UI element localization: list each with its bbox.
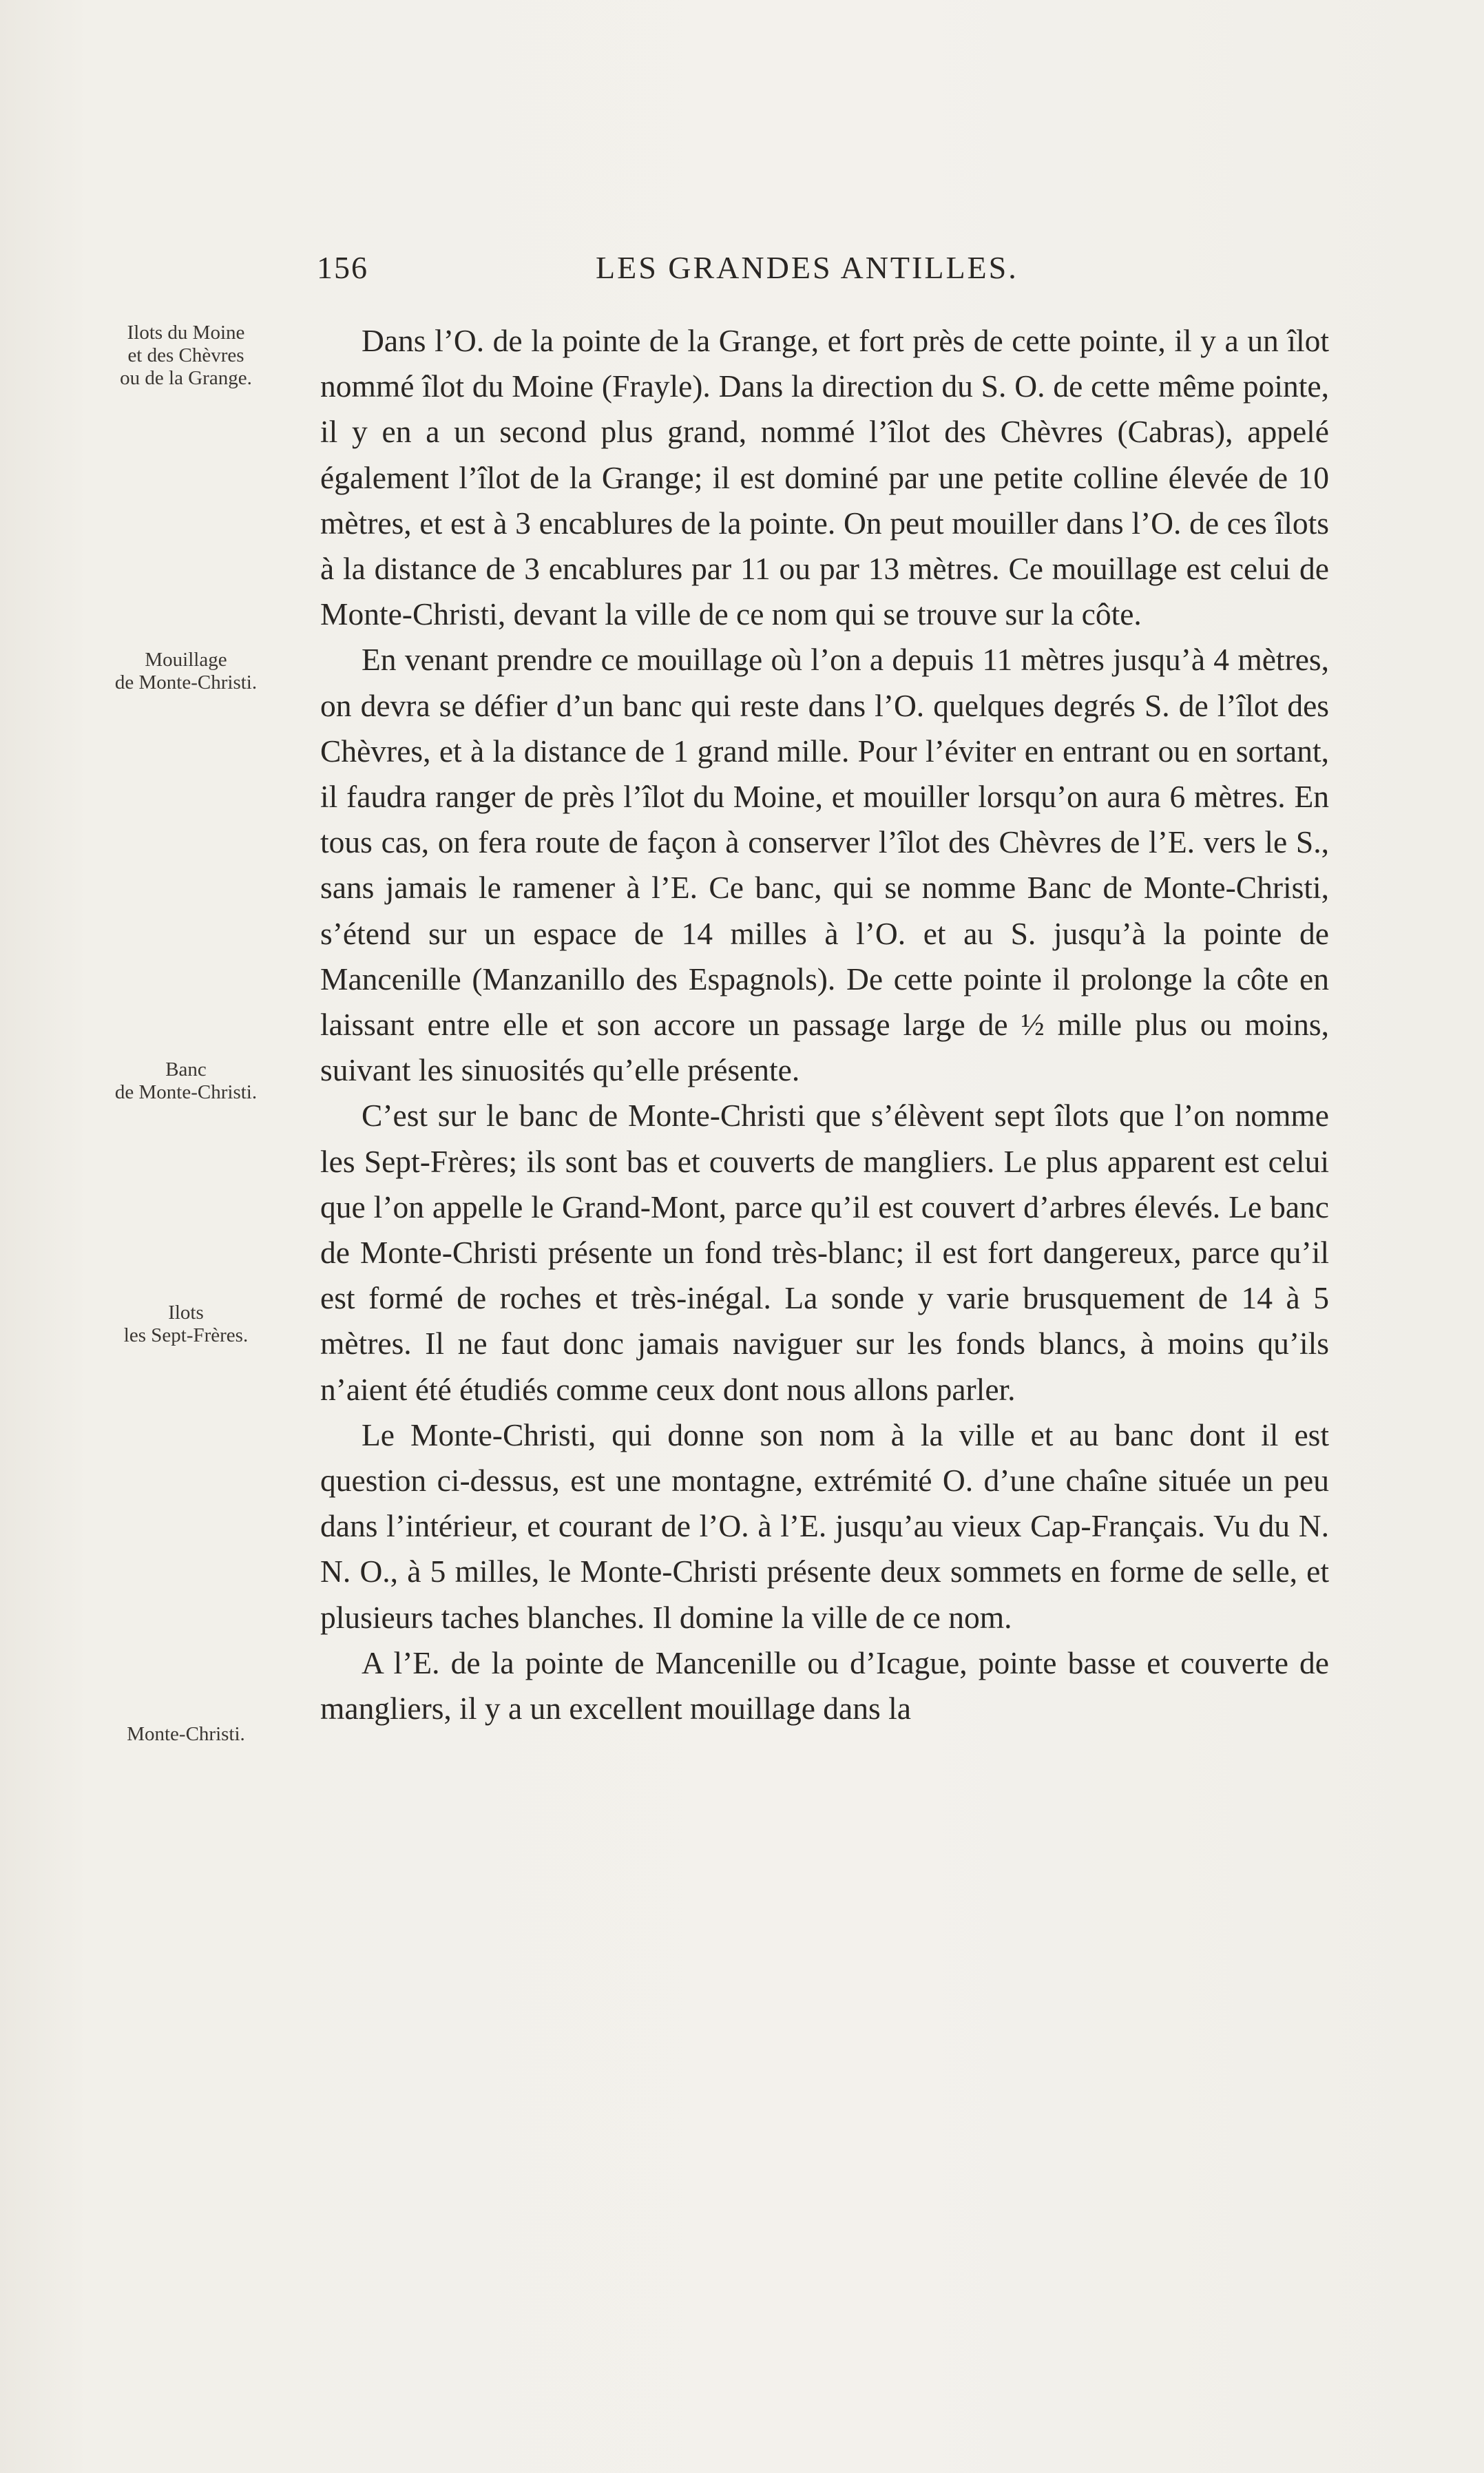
paragraph: Dans l’O. de la pointe de la Grange, et fort près de cette pointe, il y a un îlot nommé îlot du Moine (Frayle). Dans la direction du S. O. de cette même pointe, il y en a un second plus grand, nommé l’îlot des Chèvres (Cabras), appelé également l’îlot de la Grange; il est dominé par une petite colline élevée de 10 mètres, et est à 3 encablures de la pointe. On peut mouiller dans l’O. de ces îlots à la distance de 3 encablures par 11 ou par 13 mètres. Ce mouillage est celui de Monte-Christi, devant la ville de ce nom qui se trouve sur la côte.: [320, 323, 1329, 632]
margin-note-line: Monte-Christi.: [127, 1723, 245, 1745]
header-title: LES GRANDES ANTILLES.: [596, 250, 1018, 285]
paragraph: A l’E. de la pointe de Mancenille ou d’Icague, pointe basse et couverte de mangliers, il y a un excellent mouillage dans la: [320, 1645, 1329, 1726]
margin-note-line: Ilots: [168, 1302, 204, 1324]
body-text: [320, 318, 1329, 1731]
paragraph: Le Monte-Christi, qui donne son nom à la ville et au banc dont il est question ci-dessus, est une montagne, extrémité O. d’une chaîne située un peu dans l’intérieur, et courant de l’O. à l’E. jusqu’au vieux Cap-Français. Vu du N. N. O., à 5 milles, le Monte-Christi présente deux sommets en forme de selle, et plusieurs taches blanches. Il domine la ville de ce nom.: [320, 1417, 1329, 1635]
margin-note-line: Ilots du Moine: [127, 322, 245, 344]
margin-note-monte-christi: [83, 1723, 289, 1746]
margin-note-line: et des Chèvres: [127, 344, 244, 366]
margin-note-line: les Sept-Frères.: [123, 1324, 249, 1346]
margin-note-mouillage: [83, 649, 289, 694]
margin-note-banc: [83, 1058, 289, 1104]
page-number: 156: [317, 250, 368, 285]
margin-note-sept-freres: [83, 1302, 289, 1347]
margin-note-line: Mouillage: [145, 649, 227, 671]
margin-note-line: de Monte-Christi.: [114, 671, 258, 693]
running-head: [310, 249, 1322, 298]
margin-note-line: de Monte-Christi.: [114, 1081, 258, 1103]
margin-note-line: Banc: [165, 1058, 207, 1081]
paragraph: En venant prendre ce mouillage où l’on a depuis 11 mètres jusqu’à 4 mètres, on devra se défier d’un banc qui reste dans l’O. quelques degrés S. de l’îlot des Chèvres, et à la distance de 1 grand mille. Pour l’éviter en entrant ou en sortant, il faudra ranger de près l’îlot du Moine, et mouiller lorsqu’on aura 6 mètres. En tous cas, on fera route de façon à conserver l’îlot des Chèvres de l’E. vers le S., sans jamais le ramener à l’E. Ce banc, qui se nomme Banc de Monte-Christi, s’étend sur un espace de 14 milles à l’O. et au S. jusqu’à la pointe de Mancenille (Manzanillo des Espagnols). De cette pointe il prolonge la côte en laissant entre elle et son accore un passage large de ½ mille plus ou moins, suivant les sinuosités qu’elle présente.: [320, 642, 1329, 1088]
margin-note-ilots-du-moine: [83, 322, 289, 390]
margin-note-line: ou de la Grange.: [120, 367, 252, 389]
paragraph: C’est sur le banc de Monte-Christi que s’élèvent sept îlots que l’on nomme les Sept-Frères; ils sont bas et couverts de mangliers. Le plus apparent est celui que l’on appelle le Grand-Mont, parce qu’il est couvert d’arbres élevés. Le banc de Monte-Christi présente un fond très-blanc; il est fort dangereux, parce qu’il est formé de roches et très-inégal. La sonde y varie brusquement de 14 à 5 mètres. Il ne faut donc jamais naviguer sur les fonds blancs, à moins qu’ils n’aient été étudiés comme ceux dont nous allons parler.: [320, 1098, 1329, 1407]
